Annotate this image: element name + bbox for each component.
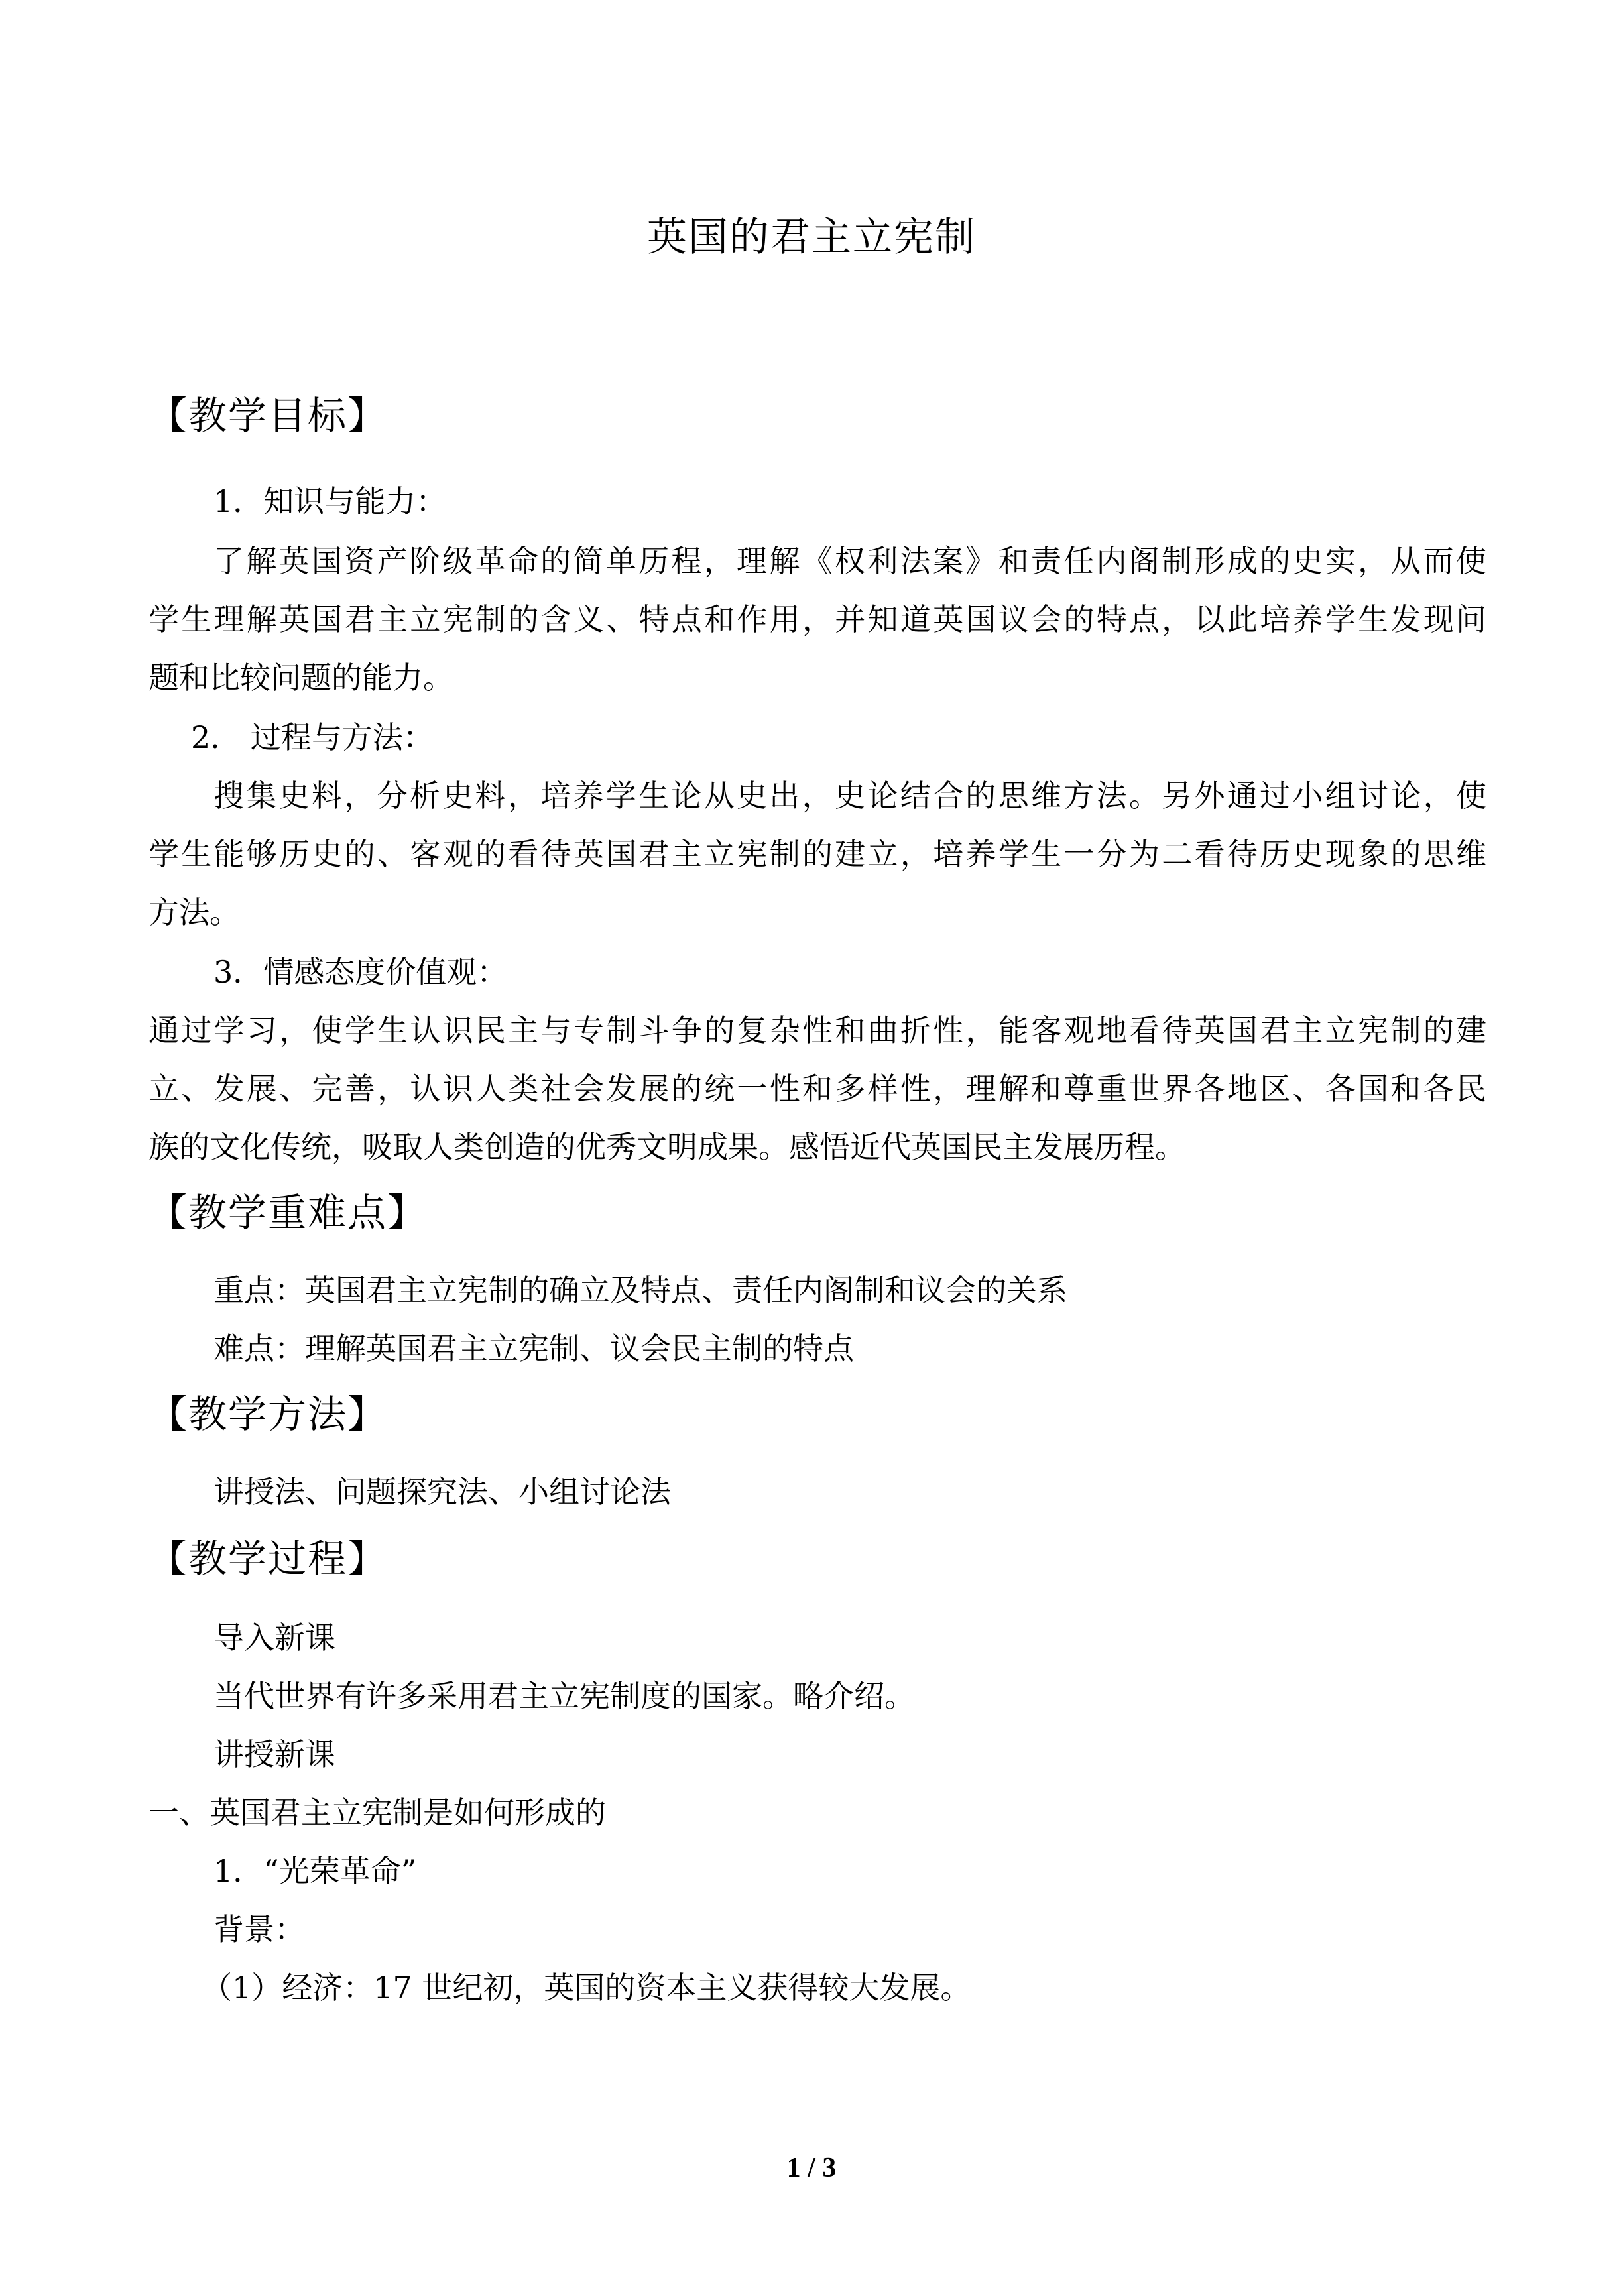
- objective-1-line-3: 题和比较问题的能力。: [149, 660, 453, 695]
- process-intro-label: 导入新课: [213, 1620, 335, 1656]
- objective-3-line-2: 立、发展、完善，认识人类社会发展的统一性和多样性，理解和尊重世界各地区、各国和各民: [149, 1071, 1486, 1107]
- process-part-1: 一、英国君主立宪制是如何形成的: [149, 1795, 606, 1831]
- objective-3-line-3: 族的文化传统，吸取人类创造的优秀文明成果。感悟近代英国民主发展历程。: [149, 1129, 1185, 1165]
- section-heading-process: 【教学过程】: [149, 1536, 388, 1581]
- section-heading-key-points: 【教学重难点】: [149, 1190, 428, 1235]
- section-heading-objectives: 【教学目标】: [149, 393, 388, 438]
- key-point-difficulty: 难点：理解英国君主立宪制、议会民主制的特点: [213, 1331, 854, 1366]
- document-title: 英国的君主立宪制: [647, 214, 976, 261]
- process-sub-1: 1．“光荣革命”: [213, 1853, 417, 1889]
- key-point-focus: 重点：英国君主立宪制的确立及特点、责任内阁制和议会的关系: [213, 1272, 1067, 1308]
- objective-2-line-2: 学生能够历史的、客观的看待英国君主立宪制的建立，培养学生一分为二看待历史现象的思维: [149, 836, 1486, 872]
- objective-3-label: 3．情感态度价值观：: [213, 954, 508, 990]
- objective-2-line-3: 方法。: [149, 894, 240, 930]
- objective-3-line-1: 通过学习，使学生认识民主与专制斗争的复杂性和曲折性，能客观地看待英国君主立宪制的建: [149, 1012, 1486, 1048]
- objective-1-line-2: 学生理解英国君主立宪制的含义、特点和作用，并知道英国议会的特点，以此培养学生发现问: [149, 601, 1486, 637]
- objective-1-label: 1．知识与能力：: [213, 483, 447, 519]
- process-intro-text: 当代世界有许多采用君主立宪制度的国家。略介绍。: [213, 1678, 915, 1714]
- objective-1-line-1: 了解英国资产阶级革命的简单历程，理解《权利法案》和责任内阁制形成的史实，从而使: [213, 543, 1486, 579]
- section-heading-methods: 【教学方法】: [149, 1392, 388, 1437]
- page-number: 1 / 3: [786, 2153, 837, 2183]
- process-background-label: 背景：: [213, 1911, 305, 1947]
- process-background-item-1: （1）经济：17 世纪初，英国的资本主义获得较大发展。: [202, 1970, 971, 2006]
- objective-2-label: 2． 过程与方法：: [191, 719, 434, 755]
- process-new-label: 讲授新课: [213, 1736, 335, 1772]
- objective-2-line-1: 搜集史料，分析史料，培养学生论从史出，史论结合的思维方法。另外通过小组讨论，使: [213, 778, 1486, 814]
- methods-text: 讲授法、问题探究法、小组讨论法: [213, 1474, 671, 1510]
